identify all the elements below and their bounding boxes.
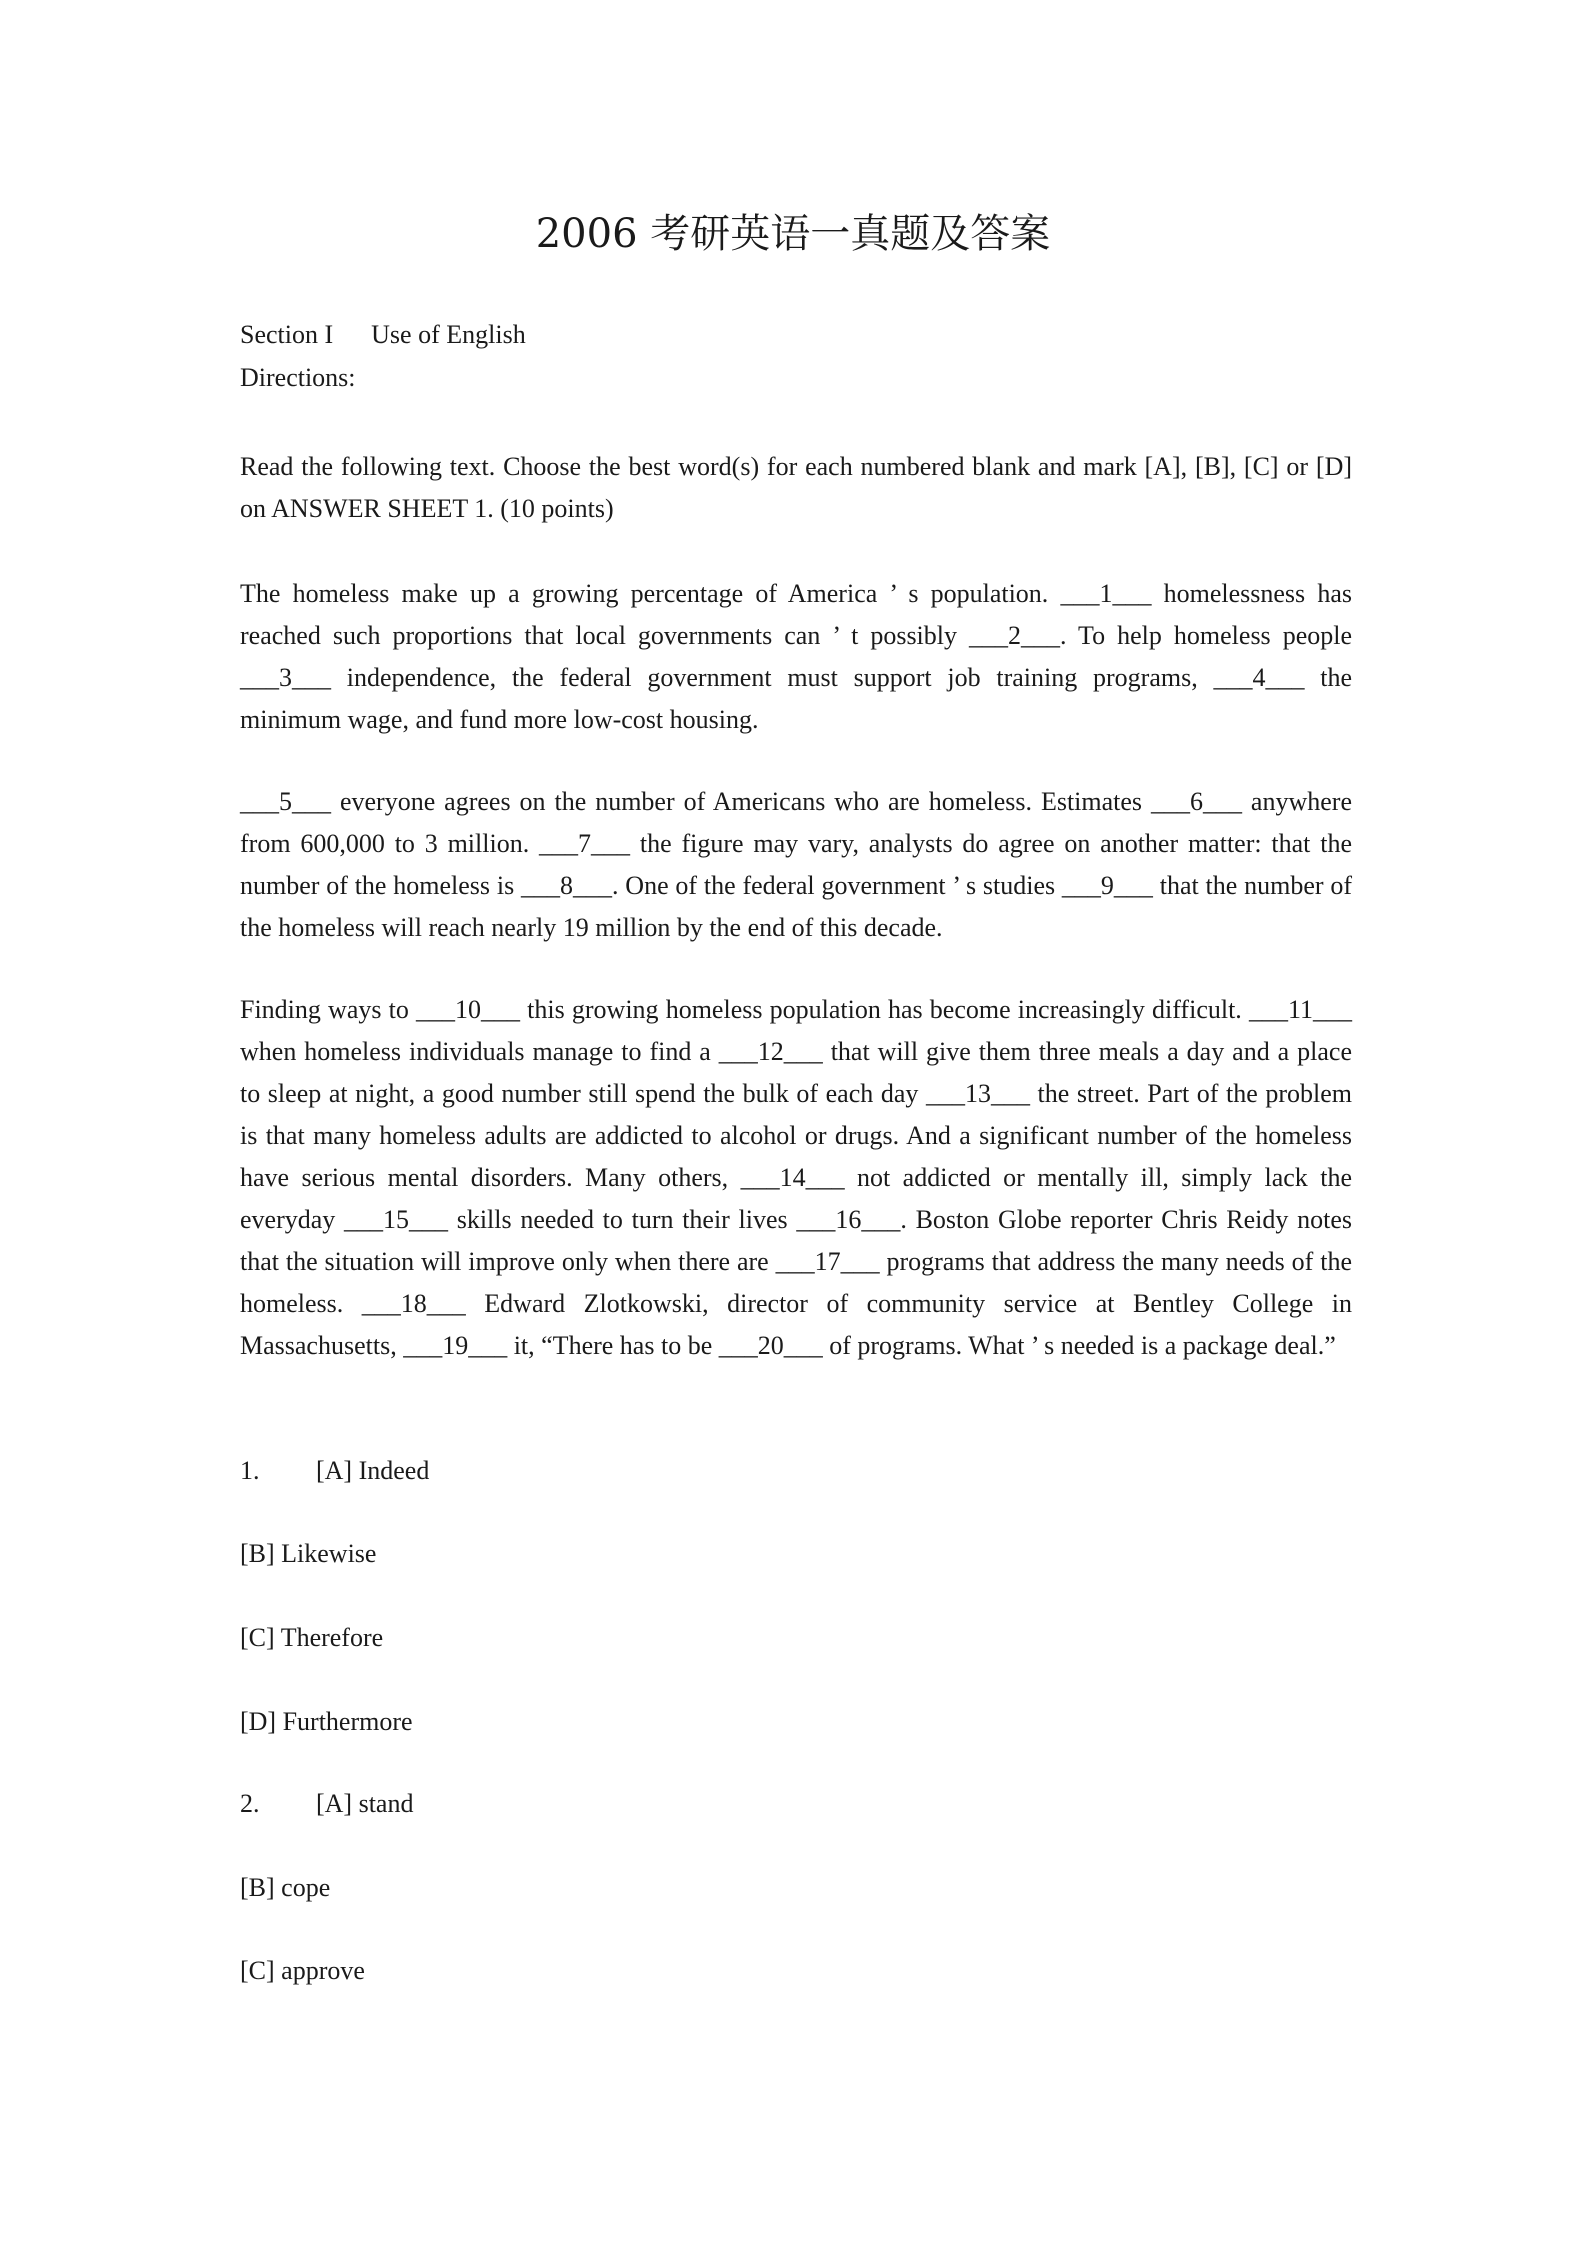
question-2-option-c: [C] approve	[240, 1956, 365, 1985]
question-number: 1.	[240, 1456, 260, 1485]
directions-label: Directions:	[240, 363, 356, 392]
option-label: [A] stand	[316, 1789, 414, 1818]
option-label: [A] Indeed	[316, 1456, 430, 1485]
section-heading	[240, 318, 526, 352]
question-1-option-c: [C] Therefore	[240, 1623, 384, 1652]
section-name: Use of English	[371, 320, 526, 349]
passage-paragraph-1: The homeless make up a growing percentage of America ’ s population. ___1___ homelessness has reached such proportions that local governments can ’ t possibly ___2___. To help homeless people ___3___ independence, the federal government must support job training programs, ___4___ the minimum wage, and fund more low-cost housing.	[240, 579, 1352, 734]
question-2-option-a	[240, 1787, 413, 1821]
section-label: Section I	[240, 320, 334, 349]
question-1-option-a	[240, 1454, 429, 1488]
passage-paragraph-3: Finding ways to ___10___ this growing homeless population has become increasingly difficult. ___11___ when homeless individuals manage to find a ___12___ that will give them three meals a day and a place to sleep at night, a good number still spend the bulk of each day ___13___ the street. Part of the problem is that many homeless adults are addicted to alcohol or drugs. And a significant number of the homeless have serious mental disorders. Many others, ___14___ not addicted or mentally ill, simply lack the everyday ___15___ skills needed to turn their lives ___16___. Boston Globe reporter Chris Reidy notes that the situation will improve only when there are ___17___ programs that address the many needs of the homeless. ___18___ Edward Zlotkowski, director of community service at Bentley College in Massachusetts, ___19___ it, “There has to be ___20___ of programs. What ’ s needed is a package deal.”	[240, 995, 1352, 1360]
question-2-option-b: [B] cope	[240, 1873, 331, 1902]
document-title: 2006 考研英语一真题及答案	[535, 211, 1051, 257]
question-1-option-d: [D] Furthermore	[240, 1707, 413, 1736]
question-number: 2.	[240, 1789, 260, 1818]
passage-paragraph-2: ___5___ everyone agrees on the number of Americans who are homeless. Estimates ___6___ anywhere from 600,000 to 3 million. ___7___ the figure may vary, analysts do agree on another matter: that the number of the homeless is ___8___. One of the federal government ’ s studies ___9___ that the number of the homeless will reach nearly 19 million by the end of this decade.	[240, 787, 1352, 942]
directions-text: Read the following text. Choose the best word(s) for each numbered blank and mark [A], [B], [C] or [D] on ANSWER SHEET 1. (10 points)	[240, 452, 1352, 523]
question-1-option-b: [B] Likewise	[240, 1539, 377, 1568]
